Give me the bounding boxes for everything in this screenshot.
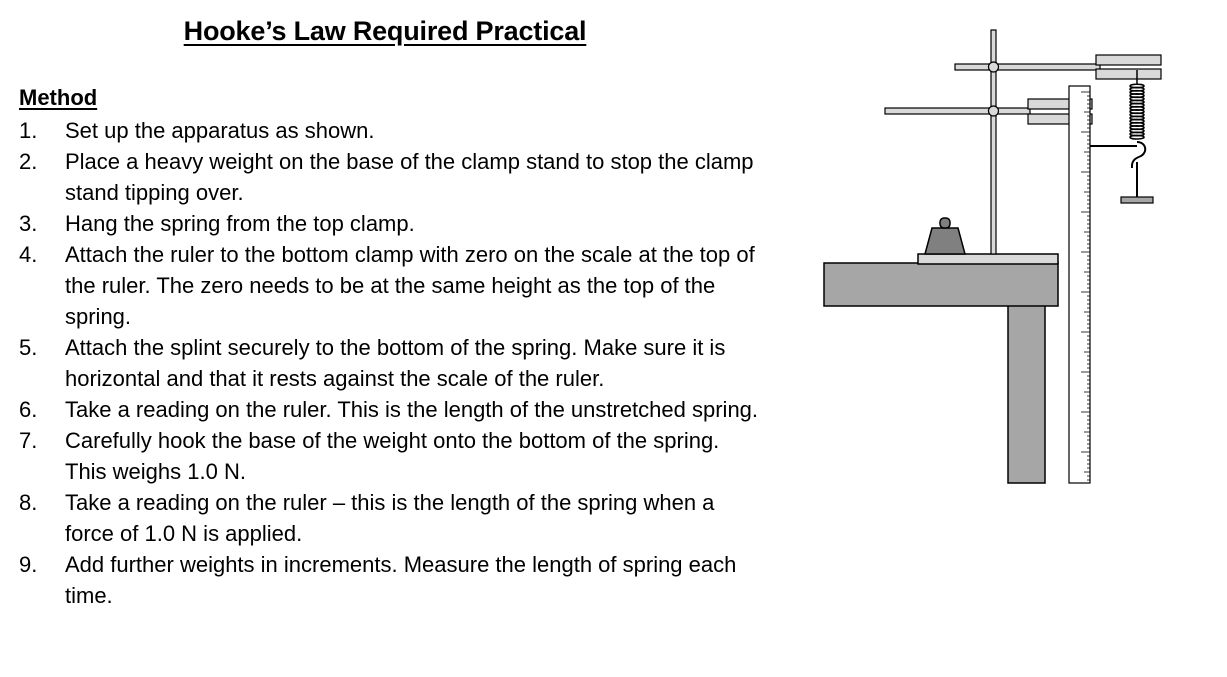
step-text: Add further weights in increments. Measure the length of spring each time.: [65, 552, 737, 608]
bench-leg: [1008, 305, 1045, 483]
bottom-clamp-arm: [885, 108, 1030, 114]
step-number: 7.: [19, 428, 38, 453]
method-step: [19, 146, 759, 208]
step-number: 3.: [19, 211, 38, 236]
heavy-weight-knob: [940, 218, 950, 228]
step-number: 8.: [19, 490, 38, 515]
method-steps-list: [19, 115, 759, 611]
spring: [1130, 84, 1144, 139]
step-text: Take a reading on the ruler – this is the length of the spring when a force of 1.0 N is applied.: [65, 490, 715, 546]
step-number: 5.: [19, 335, 38, 360]
step-text: Attach the splint securely to the bottom of the spring. Make sure it is horizontal and that it rests against the scale of the ruler.: [65, 335, 726, 391]
page-title: Hooke’s Law Required Practical: [183, 16, 587, 46]
step-text: Attach the ruler to the bottom clamp with zero on the scale at the top of the ruler. The zero needs to be at the same height as the top of the spring.: [65, 242, 755, 329]
bench-top: [824, 263, 1058, 306]
spring-coil: [1130, 135, 1144, 139]
top-boss-head: [989, 62, 999, 72]
top-clamp-jaw-lower: [1096, 69, 1161, 79]
method-step: [19, 487, 759, 549]
method-step: [19, 208, 759, 239]
method-step: [19, 394, 759, 425]
top-clamp-arm: [955, 64, 1100, 70]
weight-hanger-base: [1121, 197, 1153, 203]
method-step: [19, 239, 759, 332]
method-step: [19, 549, 759, 611]
clamp-stand-base: [918, 254, 1058, 264]
step-text: Take a reading on the ruler. This is the length of the unstretched spring.: [65, 397, 759, 422]
step-text: Place a heavy weight on the base of the clamp stand to stop the clamp stand tipping over.: [65, 149, 754, 205]
step-text: Hang the spring from the top clamp.: [65, 211, 415, 236]
step-number: 2.: [19, 149, 38, 174]
ruler: [1069, 86, 1090, 483]
step-number: 6.: [19, 397, 38, 422]
method-step: [19, 332, 759, 394]
step-number: 4.: [19, 242, 38, 267]
step-text: Set up the apparatus as shown.: [65, 118, 375, 143]
method-step: [19, 115, 759, 146]
step-text: Carefully hook the base of the weight onto the bottom of the spring. This weighs 1.0 N.: [65, 428, 720, 484]
step-number: 1.: [19, 118, 38, 143]
bottom-boss-head: [989, 106, 999, 116]
apparatus-diagram: [820, 25, 1165, 490]
method-step: [19, 425, 759, 487]
top-clamp-jaw-upper: [1096, 55, 1161, 65]
step-number: 9.: [19, 552, 38, 577]
heavy-weight: [925, 228, 965, 254]
method-heading: Method: [19, 85, 98, 110]
